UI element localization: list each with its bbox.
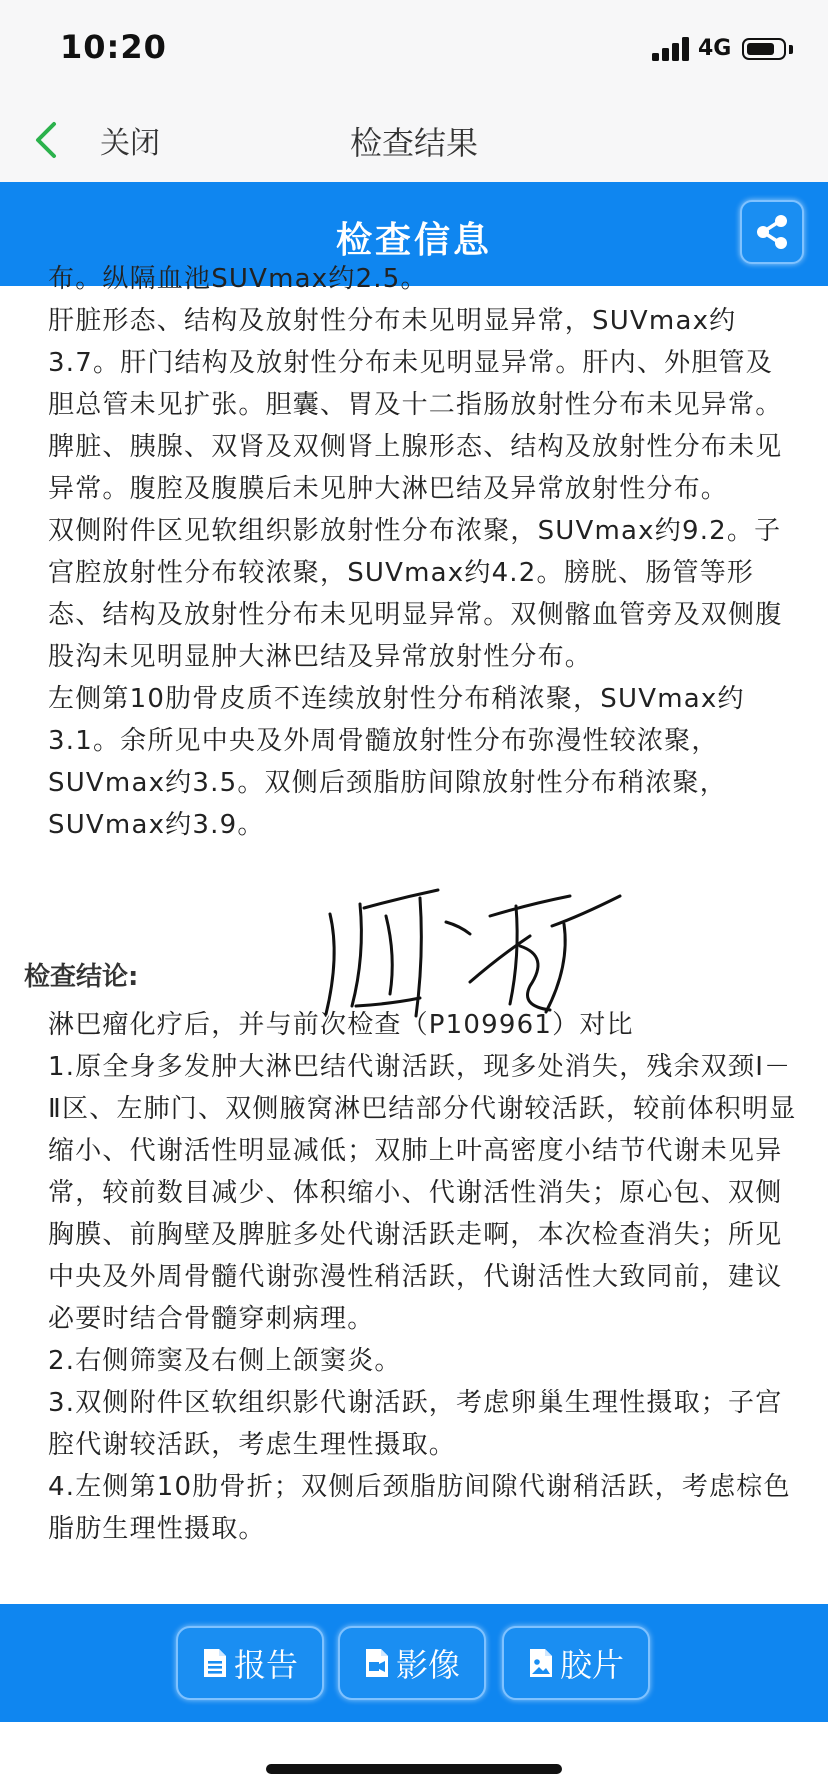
signal-icon xyxy=(652,37,692,61)
findings-text xyxy=(48,258,798,846)
imaging-tab-label: 影像 xyxy=(395,1646,460,1684)
report-content[interactable] xyxy=(0,264,828,1604)
conclusion-paragraph: 4.左侧第10肋骨折；双侧后颈脂肪间隙代谢稍活跃，考虑棕色脂肪生理性摄取。 xyxy=(48,1472,791,1544)
findings-paragraph: 布。纵隔血池SUVmax约2.5。 xyxy=(48,264,428,294)
handwritten-signature xyxy=(320,886,640,1036)
section-title: 检查信息 xyxy=(335,220,492,261)
film-tab-button[interactable] xyxy=(502,1626,650,1700)
conclusion-text xyxy=(48,1004,798,1550)
document-icon xyxy=(202,1647,228,1679)
share-icon xyxy=(754,214,790,250)
report-tab-button[interactable] xyxy=(176,1626,324,1700)
battery-tip xyxy=(789,45,793,54)
video-file-icon xyxy=(364,1647,390,1679)
conclusion-paragraph: 3.双侧附件区软组织影代谢活跃，考虑卵巢生理性摄取；子宫腔代谢较活跃，考虑生理性摄取。 xyxy=(48,1388,783,1460)
nav-bar xyxy=(0,96,828,182)
home-indicator[interactable] xyxy=(266,1764,562,1774)
battery-icon xyxy=(742,38,786,60)
status-time: 10:20 xyxy=(60,28,167,66)
battery-level xyxy=(747,43,774,55)
conclusion-label: 检查结论: xyxy=(24,962,139,992)
close-button[interactable]: 关闭 xyxy=(100,126,160,161)
report-tab-label: 报告 xyxy=(233,1646,298,1684)
film-tab-label: 胶片 xyxy=(559,1646,624,1684)
conclusion-paragraph: 淋巴瘤化疗后，并与前次检查（P109961）对比 xyxy=(48,1010,634,1040)
bottom-tab-bar xyxy=(0,1604,828,1722)
findings-paragraph: 肝脏形态、结构及放射性分布未见明显异常，SUVmax约3.7。肝门结构及放射性分布未见明显异常。肝内、外胆管及胆总管未见扩张。胆囊、胃及十二指肠放射性分布未见异常。脾脏、胰腺、双肾及双侧肾上腺形态、结构及放射性分布未见异常。腹腔及腹膜后未见肿大淋巴结及异常放射性分布。 xyxy=(48,306,783,504)
conclusion-paragraph: 1.原全身多发肿大淋巴结代谢活跃，现多处消失，残余双颈Ⅰ－Ⅱ区、左肺门、双侧腋窝淋巴结部分代谢较活跃，较前体积明显缩小、代谢活性明显减低；双肺上叶高密度小结节代谢未见异常，较前数目减少、体积缩小、代谢活性消失；原心包、双侧胸膜、前胸壁及脾脏多处代谢活跃走啊，本次检查消失；所见中央及外周骨髓代谢弥漫性稍活跃，代谢活性大致同前，建议必要时结合骨髓穿刺病理。 xyxy=(48,1052,797,1334)
conclusion-paragraph: 2.右侧筛窦及右侧上颌窦炎。 xyxy=(48,1346,402,1376)
network-type: 4G xyxy=(698,36,732,61)
image-file-icon xyxy=(528,1647,554,1679)
page-title: 检查结果 xyxy=(349,124,478,162)
status-bar xyxy=(0,0,828,96)
imaging-tab-button[interactable] xyxy=(338,1626,486,1700)
share-button[interactable] xyxy=(740,200,804,264)
findings-paragraph: 左侧第10肋骨皮质不连续放射性分布稍浓聚，SUVmax约3.1。余所见中央及外周骨髓放射性分布弥漫性较浓聚，SUVmax约3.5。双侧后颈脂肪间隙放射性分布稍浓聚，SUVmax约3.9。 xyxy=(48,684,745,840)
findings-paragraph: 双侧附件区见软组织影放射性分布浓聚，SUVmax约9.2。子宫腔放射性分布较浓聚，SUVmax约4.2。膀胱、肠管等形态、结构及放射性分布未见明显异常。双侧髂血管旁及双侧腹股沟未见明显肿大淋巴结及异常放射性分布。 xyxy=(48,516,783,672)
